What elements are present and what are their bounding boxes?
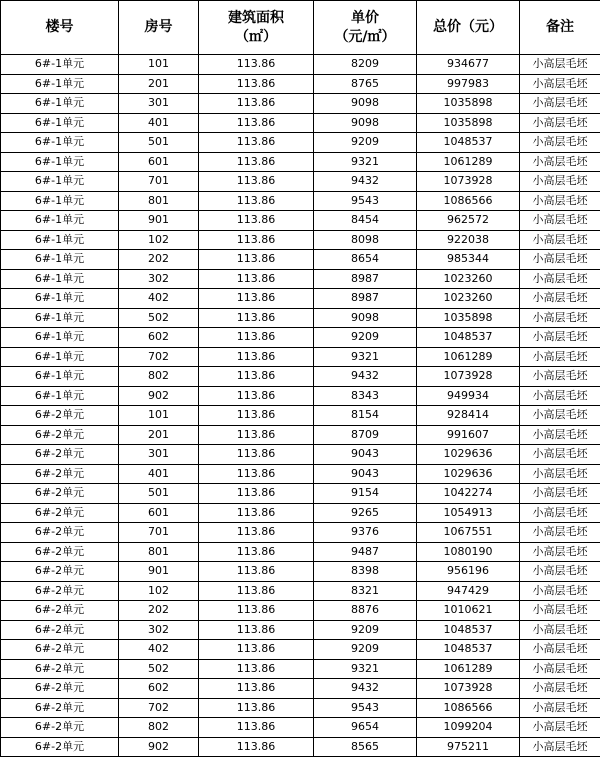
header-row (1, 1, 600, 55)
table-row (1, 367, 600, 387)
table-row (1, 601, 600, 621)
table-row (1, 191, 600, 211)
room-cell: 901 (119, 562, 199, 582)
area-cell: 113.86 (199, 542, 314, 562)
header-area (199, 1, 314, 55)
total-price-cell: 1086566 (417, 698, 520, 718)
room-cell: 601 (119, 503, 199, 523)
total-price-cell: 949934 (417, 386, 520, 406)
building-cell: 6#-2单元 (1, 425, 119, 445)
building-cell: 6#-2单元 (1, 542, 119, 562)
table-row (1, 581, 600, 601)
table-row (1, 152, 600, 172)
building-cell: 6#-2单元 (1, 698, 119, 718)
total-price-cell: 985344 (417, 250, 520, 270)
area-cell: 113.86 (199, 172, 314, 192)
remark-cell: 小高层毛坯 (520, 152, 600, 172)
room-cell: 802 (119, 718, 199, 738)
area-cell: 113.86 (199, 269, 314, 289)
unit-price-cell: 9154 (314, 484, 417, 504)
area-cell: 113.86 (199, 211, 314, 231)
unit-price-cell: 9209 (314, 620, 417, 640)
total-price-cell: 1029636 (417, 464, 520, 484)
table-row (1, 737, 600, 757)
building-cell: 6#-2单元 (1, 601, 119, 621)
table-row (1, 523, 600, 543)
unit-price-cell: 8709 (314, 425, 417, 445)
area-cell: 113.86 (199, 152, 314, 172)
unit-price-cell: 8343 (314, 386, 417, 406)
remark-cell: 小高层毛坯 (520, 620, 600, 640)
room-cell: 402 (119, 640, 199, 660)
remark-cell: 小高层毛坯 (520, 113, 600, 133)
building-cell: 6#-2单元 (1, 484, 119, 504)
building-cell: 6#-1单元 (1, 55, 119, 75)
header-unit-price-label: 单价 (351, 9, 379, 26)
room-cell: 701 (119, 172, 199, 192)
remark-cell: 小高层毛坯 (520, 172, 600, 192)
building-cell: 6#-2单元 (1, 562, 119, 582)
unit-price-cell: 9209 (314, 328, 417, 348)
total-price-cell: 1067551 (417, 523, 520, 543)
remark-cell: 小高层毛坯 (520, 737, 600, 757)
building-cell: 6#-2单元 (1, 581, 119, 601)
area-cell: 113.86 (199, 620, 314, 640)
table-body (1, 55, 600, 757)
area-cell: 113.86 (199, 503, 314, 523)
table-row (1, 445, 600, 465)
building-cell: 6#-1单元 (1, 250, 119, 270)
table-row (1, 620, 600, 640)
total-price-cell: 1048537 (417, 133, 520, 153)
remark-cell: 小高层毛坯 (520, 445, 600, 465)
total-price-cell: 975211 (417, 737, 520, 757)
table-row (1, 659, 600, 679)
remark-cell: 小高层毛坯 (520, 542, 600, 562)
building-cell: 6#-2单元 (1, 445, 119, 465)
area-cell: 113.86 (199, 113, 314, 133)
unit-price-cell: 9098 (314, 308, 417, 328)
unit-price-cell: 9043 (314, 464, 417, 484)
total-price-cell: 928414 (417, 406, 520, 426)
total-price-cell: 1086566 (417, 191, 520, 211)
remark-cell: 小高层毛坯 (520, 211, 600, 231)
building-cell: 6#-2单元 (1, 464, 119, 484)
area-cell: 113.86 (199, 328, 314, 348)
room-cell: 501 (119, 133, 199, 153)
header-unit-price-unit: （元/㎡） (334, 28, 396, 45)
remark-cell: 小高层毛坯 (520, 523, 600, 543)
table-row (1, 55, 600, 75)
building-cell: 6#-2单元 (1, 679, 119, 699)
unit-price-cell: 9543 (314, 698, 417, 718)
unit-price-cell: 9487 (314, 542, 417, 562)
unit-price-cell: 9043 (314, 445, 417, 465)
building-cell: 6#-1单元 (1, 172, 119, 192)
total-price-cell: 1029636 (417, 445, 520, 465)
area-cell: 113.86 (199, 659, 314, 679)
remark-cell: 小高层毛坯 (520, 230, 600, 250)
building-cell: 6#-2单元 (1, 620, 119, 640)
room-cell: 101 (119, 55, 199, 75)
room-cell: 502 (119, 659, 199, 679)
room-cell: 401 (119, 464, 199, 484)
area-cell: 113.86 (199, 74, 314, 94)
remark-cell: 小高层毛坯 (520, 464, 600, 484)
header-building (1, 1, 119, 55)
total-price-cell: 1073928 (417, 172, 520, 192)
header-room-label: 房号 (144, 19, 173, 35)
area-cell: 113.86 (199, 191, 314, 211)
room-cell: 101 (119, 406, 199, 426)
total-price-cell: 962572 (417, 211, 520, 231)
total-price-cell: 1080190 (417, 542, 520, 562)
table-row (1, 698, 600, 718)
unit-price-cell: 9543 (314, 191, 417, 211)
remark-cell: 小高层毛坯 (520, 289, 600, 309)
area-cell: 113.86 (199, 523, 314, 543)
table-row (1, 289, 600, 309)
table-row (1, 250, 600, 270)
room-cell: 302 (119, 620, 199, 640)
room-cell: 102 (119, 230, 199, 250)
table-row (1, 133, 600, 153)
remark-cell: 小高层毛坯 (520, 269, 600, 289)
area-cell: 113.86 (199, 425, 314, 445)
building-cell: 6#-1单元 (1, 347, 119, 367)
area-cell: 113.86 (199, 737, 314, 757)
building-cell: 6#-1单元 (1, 94, 119, 114)
total-price-cell: 1035898 (417, 94, 520, 114)
building-cell: 6#-2单元 (1, 503, 119, 523)
room-cell: 802 (119, 367, 199, 387)
room-cell: 702 (119, 698, 199, 718)
room-cell: 701 (119, 523, 199, 543)
remark-cell: 小高层毛坯 (520, 386, 600, 406)
room-cell: 202 (119, 250, 199, 270)
room-cell: 502 (119, 308, 199, 328)
remark-cell: 小高层毛坯 (520, 640, 600, 660)
building-cell: 6#-1单元 (1, 367, 119, 387)
area-cell: 113.86 (199, 308, 314, 328)
room-cell: 902 (119, 386, 199, 406)
unit-price-cell: 9654 (314, 718, 417, 738)
area-cell: 113.86 (199, 94, 314, 114)
unit-price-cell: 8987 (314, 269, 417, 289)
building-cell: 6#-2单元 (1, 640, 119, 660)
area-cell: 113.86 (199, 445, 314, 465)
total-price-cell: 991607 (417, 425, 520, 445)
table-row (1, 386, 600, 406)
unit-price-cell: 8098 (314, 230, 417, 250)
building-cell: 6#-1单元 (1, 133, 119, 153)
remark-cell: 小高层毛坯 (520, 562, 600, 582)
area-cell: 113.86 (199, 347, 314, 367)
unit-price-cell: 8765 (314, 74, 417, 94)
header-total-price (417, 1, 520, 55)
total-price-cell: 1061289 (417, 659, 520, 679)
area-cell: 113.86 (199, 484, 314, 504)
room-cell: 602 (119, 328, 199, 348)
total-price-cell: 1010621 (417, 601, 520, 621)
unit-price-cell: 9432 (314, 367, 417, 387)
table-row (1, 328, 600, 348)
building-cell: 6#-2单元 (1, 523, 119, 543)
unit-price-cell: 9432 (314, 172, 417, 192)
building-cell: 6#-1单元 (1, 211, 119, 231)
remark-cell: 小高层毛坯 (520, 679, 600, 699)
table-row (1, 347, 600, 367)
area-cell: 113.86 (199, 386, 314, 406)
header-unit-price (314, 1, 417, 55)
room-cell: 801 (119, 191, 199, 211)
building-cell: 6#-1单元 (1, 152, 119, 172)
table-row (1, 679, 600, 699)
area-cell: 113.86 (199, 55, 314, 75)
total-price-cell: 1035898 (417, 308, 520, 328)
room-cell: 202 (119, 601, 199, 621)
room-cell: 102 (119, 581, 199, 601)
unit-price-cell: 9098 (314, 113, 417, 133)
header-total-price-label: 总价（元） (433, 19, 503, 35)
total-price-cell: 956196 (417, 562, 520, 582)
total-price-cell: 1099204 (417, 718, 520, 738)
remark-cell: 小高层毛坯 (520, 74, 600, 94)
unit-price-cell: 8209 (314, 55, 417, 75)
room-cell: 402 (119, 289, 199, 309)
unit-price-cell: 8654 (314, 250, 417, 270)
room-cell: 902 (119, 737, 199, 757)
room-cell: 301 (119, 445, 199, 465)
remark-cell: 小高层毛坯 (520, 367, 600, 387)
remark-cell: 小高层毛坯 (520, 659, 600, 679)
table-row (1, 406, 600, 426)
remark-cell: 小高层毛坯 (520, 406, 600, 426)
area-cell: 113.86 (199, 289, 314, 309)
room-cell: 302 (119, 269, 199, 289)
building-cell: 6#-1单元 (1, 289, 119, 309)
building-cell: 6#-1单元 (1, 191, 119, 211)
remark-cell: 小高层毛坯 (520, 308, 600, 328)
unit-price-cell: 9209 (314, 640, 417, 660)
table-row (1, 484, 600, 504)
area-cell: 113.86 (199, 581, 314, 601)
total-price-cell: 1023260 (417, 269, 520, 289)
header-room (119, 1, 199, 55)
area-cell: 113.86 (199, 464, 314, 484)
table-row (1, 562, 600, 582)
building-cell: 6#-2单元 (1, 737, 119, 757)
building-cell: 6#-1单元 (1, 386, 119, 406)
remark-cell: 小高层毛坯 (520, 328, 600, 348)
unit-price-cell: 9321 (314, 152, 417, 172)
header-building-label: 楼号 (45, 19, 74, 35)
total-price-cell: 947429 (417, 581, 520, 601)
room-cell: 702 (119, 347, 199, 367)
remark-cell: 小高层毛坯 (520, 347, 600, 367)
building-cell: 6#-2单元 (1, 718, 119, 738)
total-price-cell: 922038 (417, 230, 520, 250)
remark-cell: 小高层毛坯 (520, 718, 600, 738)
unit-price-cell: 9432 (314, 679, 417, 699)
table-row (1, 94, 600, 114)
room-cell: 201 (119, 425, 199, 445)
remark-cell: 小高层毛坯 (520, 55, 600, 75)
building-cell: 6#-1单元 (1, 308, 119, 328)
total-price-cell: 1048537 (417, 620, 520, 640)
table-row (1, 640, 600, 660)
room-cell: 201 (119, 74, 199, 94)
area-cell: 113.86 (199, 406, 314, 426)
unit-price-cell: 8987 (314, 289, 417, 309)
remark-cell: 小高层毛坯 (520, 133, 600, 153)
table-row (1, 542, 600, 562)
building-cell: 6#-1单元 (1, 113, 119, 133)
remark-cell: 小高层毛坯 (520, 425, 600, 445)
unit-price-cell: 8154 (314, 406, 417, 426)
building-cell: 6#-1单元 (1, 230, 119, 250)
area-cell: 113.86 (199, 367, 314, 387)
area-cell: 113.86 (199, 601, 314, 621)
remark-cell: 小高层毛坯 (520, 250, 600, 270)
room-cell: 901 (119, 211, 199, 231)
area-cell: 113.86 (199, 679, 314, 699)
remark-cell: 小高层毛坯 (520, 503, 600, 523)
table-row (1, 172, 600, 192)
table-row (1, 230, 600, 250)
table-row (1, 74, 600, 94)
room-cell: 801 (119, 542, 199, 562)
table-row (1, 425, 600, 445)
building-cell: 6#-1单元 (1, 269, 119, 289)
table-row (1, 503, 600, 523)
area-cell: 113.86 (199, 133, 314, 153)
total-price-cell: 934677 (417, 55, 520, 75)
header-area-unit: （㎡） (235, 28, 277, 45)
total-price-cell: 1061289 (417, 152, 520, 172)
room-cell: 602 (119, 679, 199, 699)
remark-cell: 小高层毛坯 (520, 94, 600, 114)
table-row (1, 113, 600, 133)
table-row (1, 718, 600, 738)
building-cell: 6#-1单元 (1, 74, 119, 94)
table-header (1, 1, 600, 55)
remark-cell: 小高层毛坯 (520, 581, 600, 601)
remark-cell: 小高层毛坯 (520, 601, 600, 621)
room-cell: 401 (119, 113, 199, 133)
header-area-label: 建筑面积 (228, 9, 284, 26)
total-price-cell: 1048537 (417, 640, 520, 660)
total-price-cell: 1042274 (417, 484, 520, 504)
unit-price-cell: 9265 (314, 503, 417, 523)
area-cell: 113.86 (199, 250, 314, 270)
total-price-cell: 1048537 (417, 328, 520, 348)
area-cell: 113.86 (199, 640, 314, 660)
header-remark (520, 1, 600, 55)
total-price-cell: 1054913 (417, 503, 520, 523)
room-cell: 501 (119, 484, 199, 504)
total-price-cell: 1023260 (417, 289, 520, 309)
table-row (1, 308, 600, 328)
remark-cell: 小高层毛坯 (520, 698, 600, 718)
total-price-cell: 997983 (417, 74, 520, 94)
total-price-cell: 1073928 (417, 367, 520, 387)
unit-price-cell: 8321 (314, 581, 417, 601)
remark-cell: 小高层毛坯 (520, 484, 600, 504)
building-cell: 6#-1单元 (1, 328, 119, 348)
building-cell: 6#-2单元 (1, 406, 119, 426)
table-row (1, 464, 600, 484)
unit-price-cell: 9376 (314, 523, 417, 543)
unit-price-cell: 8398 (314, 562, 417, 582)
total-price-cell: 1035898 (417, 113, 520, 133)
unit-price-cell: 9098 (314, 94, 417, 114)
unit-price-cell: 9321 (314, 659, 417, 679)
total-price-cell: 1061289 (417, 347, 520, 367)
unit-price-cell: 9209 (314, 133, 417, 153)
area-cell: 113.86 (199, 718, 314, 738)
remark-cell: 小高层毛坯 (520, 191, 600, 211)
unit-price-cell: 8565 (314, 737, 417, 757)
building-cell: 6#-2单元 (1, 659, 119, 679)
table-row (1, 269, 600, 289)
unit-price-cell: 8876 (314, 601, 417, 621)
area-cell: 113.86 (199, 562, 314, 582)
room-cell: 601 (119, 152, 199, 172)
total-price-cell: 1073928 (417, 679, 520, 699)
area-cell: 113.86 (199, 698, 314, 718)
table-row (1, 211, 600, 231)
unit-price-cell: 8454 (314, 211, 417, 231)
header-remark-label: 备注 (546, 19, 574, 35)
unit-price-cell: 9321 (314, 347, 417, 367)
room-cell: 301 (119, 94, 199, 114)
area-cell: 113.86 (199, 230, 314, 250)
